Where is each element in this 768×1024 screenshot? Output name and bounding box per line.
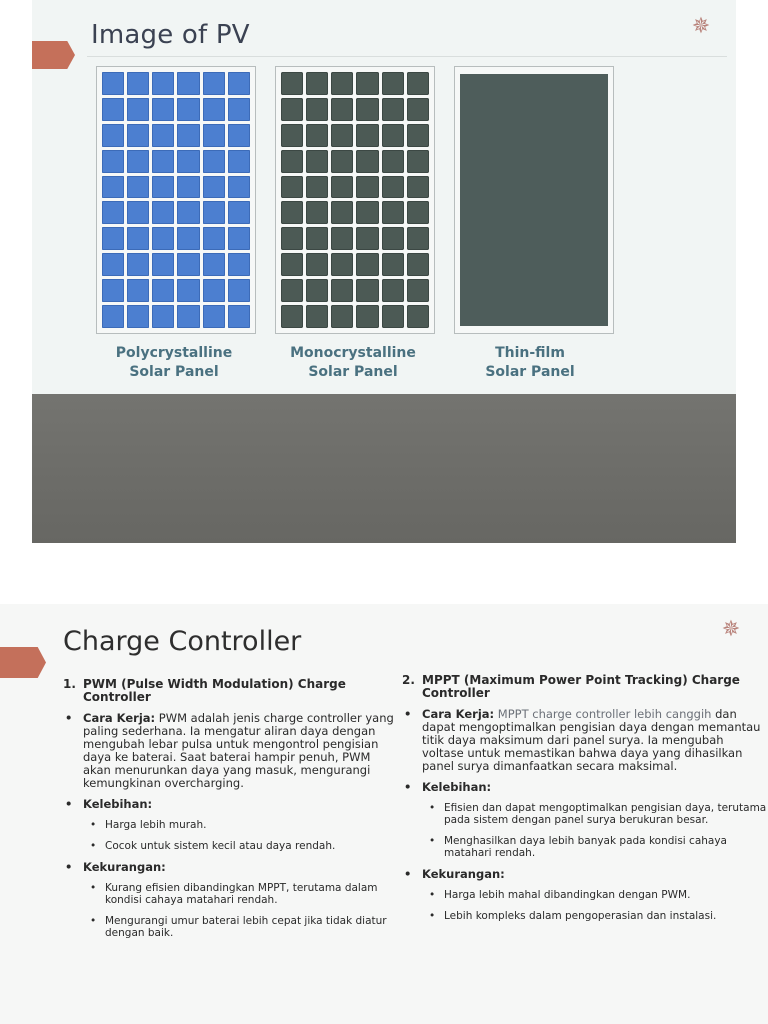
heading-number: 1.	[63, 677, 76, 691]
poly-solar-cell	[228, 98, 250, 121]
poly-solar-cell	[152, 279, 174, 302]
screen-bottom-shadow	[32, 394, 736, 543]
heading-number: 2.	[402, 673, 415, 687]
poly-solar-cell	[228, 227, 250, 250]
poly-solar-cell	[102, 305, 124, 328]
mono-solar-cell	[356, 150, 378, 173]
mono-solar-cell	[306, 72, 328, 95]
mppt-kelebihan-header	[402, 781, 768, 794]
mono-solar-cell	[356, 305, 378, 328]
bullet-label: Cara Kerja:	[83, 711, 156, 725]
mono-solar-cell	[306, 124, 328, 147]
caption-line: Solar Panel	[129, 364, 219, 380]
mppt-cara-kerja	[402, 708, 768, 773]
bullet-label: Kelebihan:	[422, 780, 492, 794]
mono-solar-cell	[331, 176, 353, 199]
poly-solar-cell	[228, 253, 250, 276]
mono-solar-cell	[306, 253, 328, 276]
mppt-column	[402, 674, 768, 931]
polycrystalline-panel-image	[96, 66, 256, 334]
poly-solar-cell	[203, 176, 225, 199]
caption-line: Solar Panel	[485, 364, 575, 380]
poly-solar-cell	[177, 305, 199, 328]
poly-solar-cell	[203, 150, 225, 173]
bullet-text-faded: MPPT charge controller lebih canggih	[497, 707, 712, 721]
mono-solar-cell	[281, 150, 303, 173]
poly-solar-cell	[177, 201, 199, 224]
mono-solar-cell	[306, 150, 328, 173]
list-item: • Harga lebih murah.	[63, 819, 398, 831]
caption-line: Polycrystalline	[115, 345, 233, 361]
poly-solar-cell	[152, 227, 174, 250]
mono-solar-cell	[281, 253, 303, 276]
mono-solar-cell	[356, 279, 378, 302]
mono-solar-cell	[306, 305, 328, 328]
poly-solar-cell	[127, 98, 149, 121]
mono-solar-cell	[281, 305, 303, 328]
poly-solar-cell	[152, 124, 174, 147]
mono-solar-cell	[407, 176, 429, 199]
poly-solar-cell	[152, 150, 174, 173]
heading-line: PWM (Pulse Width Modulation) Charge	[83, 677, 346, 691]
list-item: • Efisien dan dapat mengoptimalkan pengisian daya, terutama pada sistem dengan panel surya berukuran besar.	[402, 802, 768, 826]
list-item: • Harga lebih mahal dibandingkan dengan PWM.	[402, 889, 768, 901]
poly-solar-cell	[228, 279, 250, 302]
thin-film-panel-caption	[440, 344, 620, 382]
mono-solar-cell	[331, 150, 353, 173]
poly-solar-cell	[203, 98, 225, 121]
title-accent-tab	[32, 41, 75, 69]
mono-cell-grid	[281, 72, 429, 328]
poly-solar-cell	[177, 98, 199, 121]
mono-solar-cell	[382, 124, 404, 147]
mono-solar-cell	[306, 279, 328, 302]
pwm-kelebihan-header	[63, 798, 398, 811]
mono-solar-cell	[407, 305, 429, 328]
poly-solar-cell	[228, 72, 250, 95]
poly-solar-cell	[177, 279, 199, 302]
poly-solar-cell	[127, 201, 149, 224]
poly-solar-cell	[203, 279, 225, 302]
pwm-column	[63, 678, 398, 948]
mono-solar-cell	[281, 279, 303, 302]
poly-solar-cell	[177, 72, 199, 95]
poly-solar-cell	[152, 176, 174, 199]
institution-seal-icon: ✵	[721, 617, 741, 642]
poly-cell-grid	[102, 72, 250, 328]
poly-solar-cell	[203, 201, 225, 224]
mono-solar-cell	[382, 72, 404, 95]
mono-solar-cell	[382, 305, 404, 328]
mono-solar-cell	[331, 124, 353, 147]
mono-solar-cell	[382, 227, 404, 250]
mono-solar-cell	[407, 150, 429, 173]
caption-line: Monocrystalline	[290, 345, 416, 361]
poly-solar-cell	[177, 253, 199, 276]
poly-solar-cell	[102, 201, 124, 224]
poly-solar-cell	[102, 72, 124, 95]
poly-solar-cell	[152, 201, 174, 224]
slide-title: Charge Controller	[63, 626, 302, 657]
mono-solar-cell	[306, 98, 328, 121]
mono-solar-cell	[331, 305, 353, 328]
mono-solar-cell	[407, 98, 429, 121]
poly-solar-cell	[102, 253, 124, 276]
mono-solar-cell	[407, 201, 429, 224]
poly-solar-cell	[152, 72, 174, 95]
mono-solar-cell	[356, 176, 378, 199]
title-divider	[87, 56, 727, 57]
caption-line: Solar Panel	[308, 364, 398, 380]
mono-solar-cell	[281, 124, 303, 147]
poly-solar-cell	[127, 279, 149, 302]
poly-solar-cell	[127, 124, 149, 147]
bullet-text: dan dapat mengoptimalkan pengisian daya dengan memantau titik daya maksimum dari panel surya. Ia mengubah voltase untuk memastikan bahwa daya yang dihasilkan panel surya dimanfaatkan secara maksimal.	[422, 707, 761, 773]
mono-solar-cell	[281, 201, 303, 224]
poly-solar-cell	[152, 98, 174, 121]
poly-solar-cell	[102, 150, 124, 173]
pwm-heading	[63, 678, 398, 704]
bullet-label: Kekurangan:	[422, 867, 505, 881]
poly-solar-cell	[177, 150, 199, 173]
thin-film-surface	[460, 74, 608, 326]
mono-solar-cell	[407, 72, 429, 95]
mono-solar-cell	[356, 253, 378, 276]
mono-solar-cell	[407, 279, 429, 302]
mono-solar-cell	[407, 227, 429, 250]
mono-solar-cell	[331, 72, 353, 95]
pwm-cara-kerja	[63, 712, 398, 790]
poly-solar-cell	[203, 124, 225, 147]
poly-solar-cell	[152, 253, 174, 276]
bullet-label: Kelebihan:	[83, 797, 153, 811]
list-item: • Cocok untuk sistem kecil atau daya rendah.	[63, 840, 398, 852]
mppt-heading	[402, 674, 768, 700]
poly-solar-cell	[203, 72, 225, 95]
mono-solar-cell	[382, 98, 404, 121]
poly-solar-cell	[228, 305, 250, 328]
list-item: • Kurang efisien dibandingkan MPPT, terutama dalam kondisi cahaya matahari rendah.	[63, 882, 398, 906]
bullet-label: Kekurangan:	[83, 860, 166, 874]
mono-solar-cell	[356, 124, 378, 147]
poly-solar-cell	[102, 98, 124, 121]
poly-solar-cell	[177, 176, 199, 199]
slide-charge-controller	[0, 604, 768, 1024]
mono-solar-cell	[306, 201, 328, 224]
poly-solar-cell	[177, 227, 199, 250]
thin-film-panel-image	[454, 66, 614, 334]
mono-solar-cell	[356, 227, 378, 250]
mono-solar-cell	[281, 176, 303, 199]
heading-line: Controller	[83, 690, 151, 704]
slide-title: Image of PV	[91, 20, 250, 50]
poly-solar-cell	[102, 176, 124, 199]
mono-solar-cell	[331, 98, 353, 121]
poly-solar-cell	[127, 176, 149, 199]
poly-solar-cell	[228, 201, 250, 224]
poly-solar-cell	[127, 253, 149, 276]
mono-solar-cell	[331, 227, 353, 250]
mono-solar-cell	[281, 72, 303, 95]
list-item: • Mengurangi umur baterai lebih cepat jika tidak diatur dengan baik.	[63, 915, 398, 939]
mono-solar-cell	[281, 98, 303, 121]
poly-solar-cell	[102, 227, 124, 250]
mono-solar-cell	[407, 124, 429, 147]
poly-solar-cell	[102, 124, 124, 147]
mono-solar-cell	[382, 150, 404, 173]
slide-image-of-pv	[32, 0, 736, 543]
poly-solar-cell	[203, 253, 225, 276]
mono-solar-cell	[331, 201, 353, 224]
list-item: • Lebih kompleks dalam pengoperasian dan instalasi.	[402, 910, 768, 922]
bullet-text: PWM adalah jenis charge controller yang paling sederhana. Ia mengatur aliran daya dengan mengubah lebar pulsa untuk mengontrol pengisian daya ke baterai. Saat baterai hampir penuh, PWM akan menurunkan daya yang masuk, mengurangi kemungkinan overcharging.	[83, 711, 394, 790]
poly-solar-cell	[203, 227, 225, 250]
pwm-kekurangan-header	[63, 861, 398, 874]
poly-solar-cell	[127, 227, 149, 250]
mono-solar-cell	[382, 253, 404, 276]
mono-solar-cell	[306, 227, 328, 250]
poly-solar-cell	[177, 124, 199, 147]
poly-panel-caption	[84, 344, 264, 382]
bullet-label: Cara Kerja:	[422, 707, 495, 721]
monocrystalline-panel-image	[275, 66, 435, 334]
mono-solar-cell	[382, 201, 404, 224]
caption-line: Thin-film	[495, 345, 565, 361]
mono-solar-cell	[356, 201, 378, 224]
mono-solar-cell	[281, 227, 303, 250]
poly-solar-cell	[203, 305, 225, 328]
mppt-kekurangan-header	[402, 868, 768, 881]
title-accent-tab	[0, 647, 46, 678]
heading-line: Controller	[422, 686, 490, 700]
mono-solar-cell	[356, 98, 378, 121]
list-item: • Menghasilkan daya lebih banyak pada kondisi cahaya matahari rendah.	[402, 835, 768, 859]
heading-line: MPPT (Maximum Power Point Tracking) Charge	[422, 673, 740, 687]
mono-solar-cell	[331, 253, 353, 276]
mono-panel-caption	[263, 344, 443, 382]
poly-solar-cell	[228, 124, 250, 147]
mono-solar-cell	[306, 176, 328, 199]
institution-seal-icon: ✵	[691, 14, 711, 39]
poly-solar-cell	[127, 150, 149, 173]
mono-solar-cell	[331, 279, 353, 302]
poly-solar-cell	[127, 72, 149, 95]
poly-solar-cell	[152, 305, 174, 328]
poly-solar-cell	[102, 279, 124, 302]
mono-solar-cell	[407, 253, 429, 276]
mono-solar-cell	[382, 279, 404, 302]
mono-solar-cell	[356, 72, 378, 95]
poly-solar-cell	[228, 176, 250, 199]
mono-solar-cell	[382, 176, 404, 199]
poly-solar-cell	[228, 150, 250, 173]
poly-solar-cell	[127, 305, 149, 328]
